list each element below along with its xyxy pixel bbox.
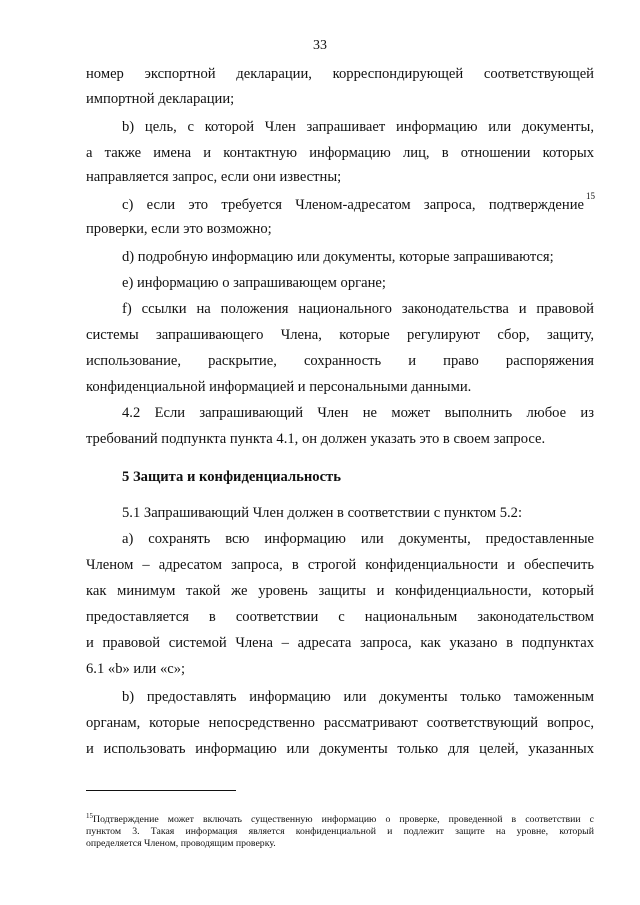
text-line: a) сохранять всю информацию или документы, предоставленные xyxy=(122,531,594,547)
text-line: импортной декларации; xyxy=(86,91,235,107)
text-line: а также имена и контактную информацию лиц, в отношении которых xyxy=(86,145,594,161)
document-page: 33 номер экспортной декларации, корреспондирующей соответствующей импортной декларации; b) цель, с которой Член запрашивает информацию или документы, а также имена и контактную информацию лиц, в отношении которых направляется запрос, если они известны; c) если это требуется Членом-адресатом запроса, подтверждение 15 проверки, если это возможно; d) подробную информацию или документы, которые запрашиваются; e) информацию о запрашивающем органе; f) ссылки на положения национального законодательства и правовой системы запрашивающего Члена, которые регулируют сбор, защиту, использование, раскрытие, сохранность и право распоряжения конфиденциальной информацией и персональными данными. 4.2 Если запрашивающий Член не может выполнить любое из требований подпункта пункта 4.1, он должен указать это в своем запросе. 5 Защита и конфиденциальность 5.1 Запрашивающий Член должен в соответствии с пунктом 5.2: a) сохранять всю информацию или документы, предоставленные Членом – адресатом запроса, в строгой конфиденциальности и обеспечить как минимум такой же уровень защиты и конфиденциальности, который предоставляется в соответствии с национальным законодательством и правовой системой Члена – адресата запроса, как указано в подпунктах 6.1 «b» или «c»; b) предоставлять информацию или документы только таможенным органам, которые непосредственно рассматривают соответствующий вопрос, и использовать информацию или документы только для целей, указанных $^{15}$Подтверждение может включать существенную информацию о проверке, проведенной в соответствии с пунктом 3. Такая информация является конфиденциальной и подлежит защите на уровне, который определяется Членом, проводящим проверку. xyxy=(0,0,640,905)
footnote-separator xyxy=(86,790,236,791)
section-heading: 5 Защита и конфиденциальность xyxy=(122,469,341,485)
text-line: 4.2 Если запрашивающий Член не может выполнить любое из xyxy=(122,405,594,421)
text-line: конфиденциальной информацией и персональными данными. xyxy=(86,379,472,395)
text-line: e) информацию о запрашивающем органе; xyxy=(122,275,386,291)
text-line xyxy=(122,196,584,214)
page-number: 33 xyxy=(313,38,327,53)
text-line: и правовой системой Члена – адресата запроса, как указано в подпунктах xyxy=(86,635,594,651)
text-line: направляется запрос, если они известны; xyxy=(86,169,342,185)
text-line: 6.1 «b» или «c»; xyxy=(86,661,186,677)
text-line-body: c) если это требуется Членом-адресатом запроса, подтверждение xyxy=(122,197,584,213)
text-line: Членом – адресатом запроса, в строгой конфиденциальности и обеспечить xyxy=(86,557,594,573)
text-line: 5.1 Запрашивающий Член должен в соответствии с пунктом 5.2: xyxy=(122,505,523,521)
footnote-line xyxy=(86,814,594,826)
text-line: системы запрашивающего Члена, которые регулируют сбор, защиту, xyxy=(86,327,594,343)
footnote-line: пунктом 3. Такая информация является конфиденциальной и подлежит защите на уровне, который xyxy=(86,826,594,837)
text-line: использование, раскрытие, сохранность и право распоряжения xyxy=(86,353,594,369)
text-line: f) ссылки на положения национального законодательства и правовой xyxy=(122,301,594,317)
text-line: требований подпункта пункта 4.1, он должен указать это в своем запросе. xyxy=(86,431,546,447)
text-line: как минимум такой же уровень защиты и конфиденциальности, который xyxy=(86,583,594,599)
text-line: органам, которые непосредственно рассматривают соответствующий вопрос, xyxy=(86,715,594,731)
text-line: и использовать информацию или документы только для целей, указанных xyxy=(86,741,594,757)
text-line: номер экспортной декларации, корреспондирующей соответствующей xyxy=(86,66,594,82)
text-line: проверки, если это возможно; xyxy=(86,221,272,237)
text-line: b) предоставлять информацию или документы только таможенным xyxy=(122,689,594,705)
footnote-line: определяется Членом, проводящим проверку. xyxy=(86,838,276,849)
footnote-text: Подтверждение может включать существенную информацию о проверке, проведенной в соответствии с xyxy=(93,814,594,825)
text-line: b) цель, с которой Член запрашивает информацию или документы, xyxy=(122,119,594,135)
text-line: предоставляется в соответствии с национальным законодательством xyxy=(86,609,594,625)
footnote-marker: 15 xyxy=(86,812,93,820)
text-line: d) подробную информацию или документы, которые запрашиваются; xyxy=(122,249,554,265)
